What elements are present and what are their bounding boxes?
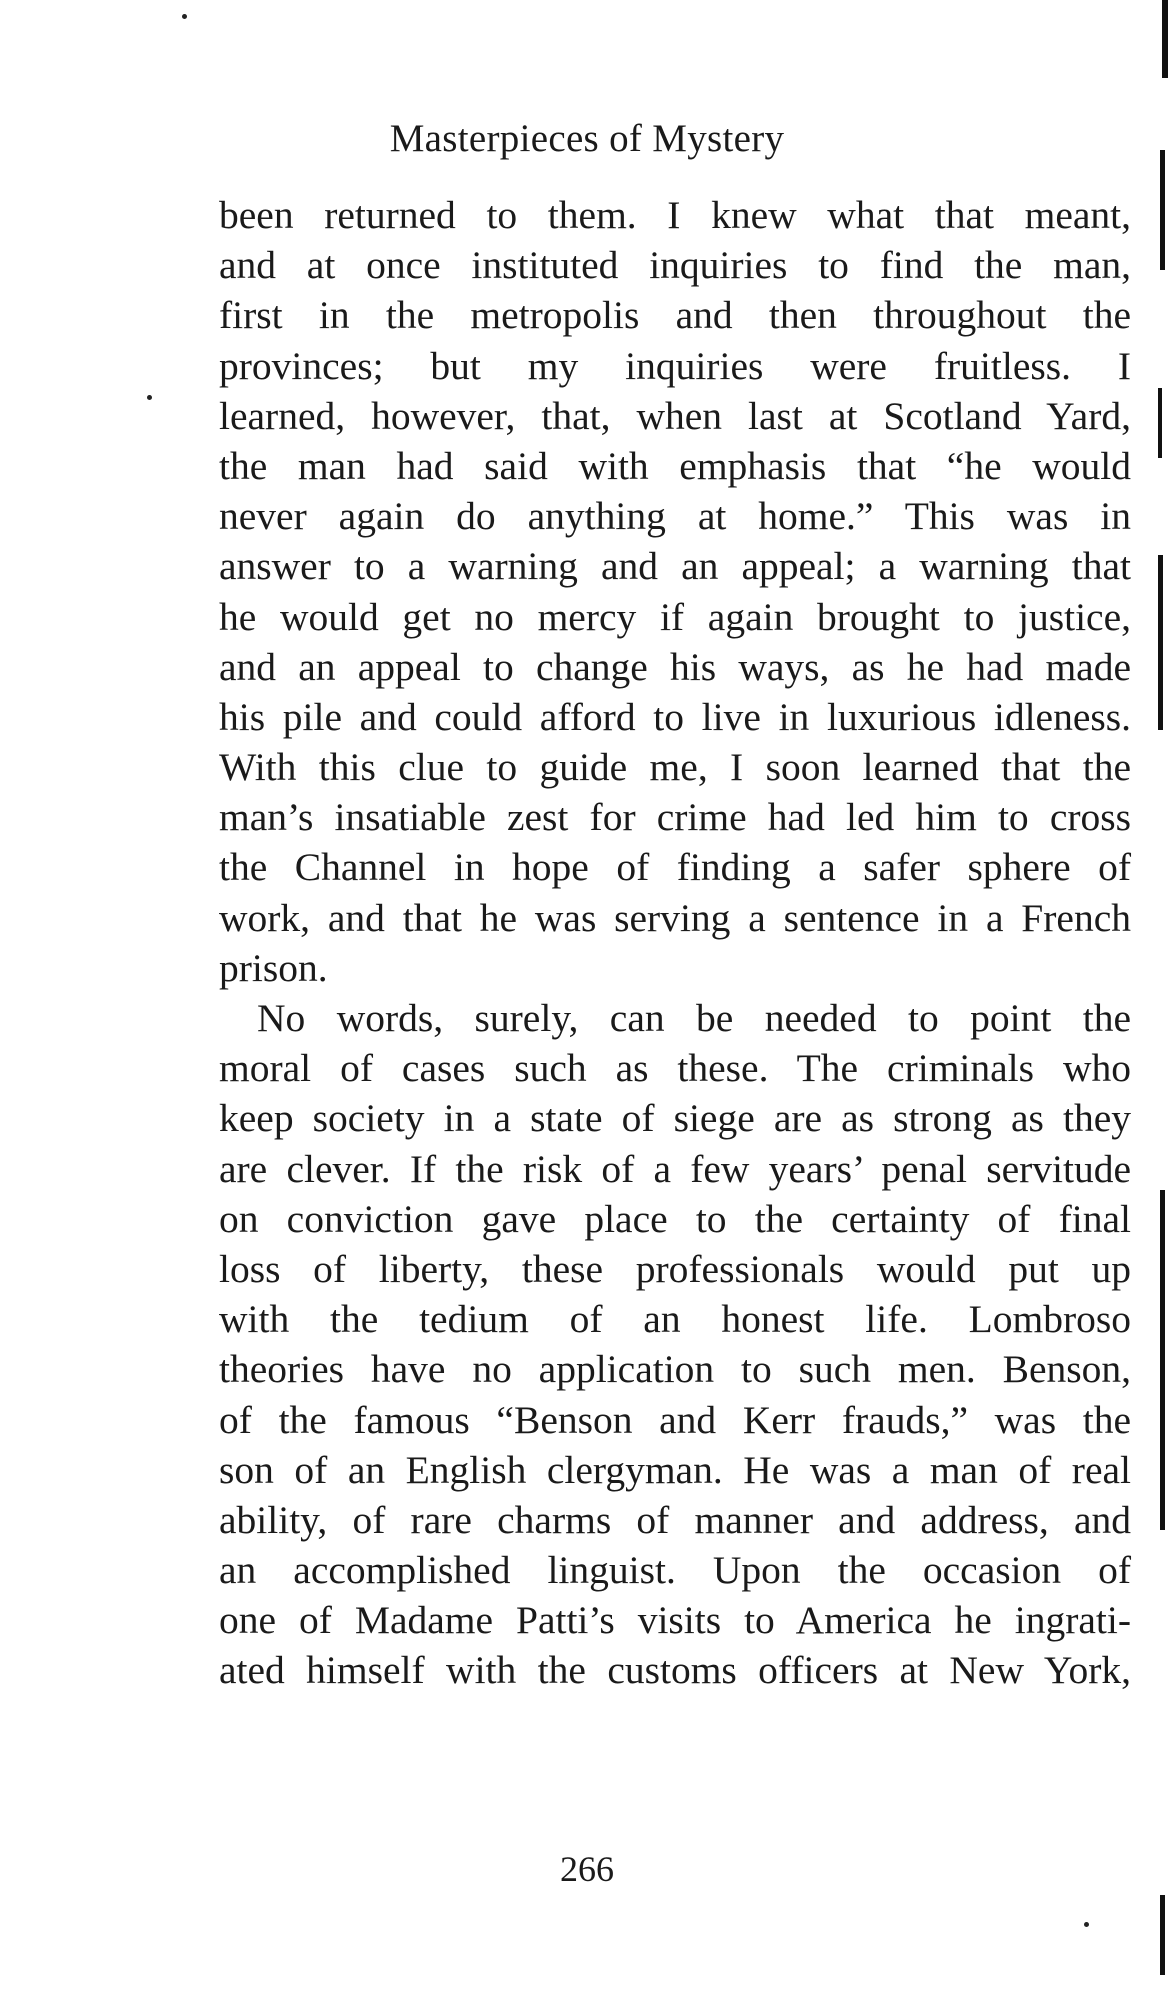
scan-artifact-mark [1158,555,1163,730]
text-line: work, and that he was serving a sentence in a French [219,895,1131,940]
scan-artifact-mark [1162,0,1168,78]
text-line: on conviction gave place to the certainty of final [219,1196,1131,1241]
text-line: the Channel in hope of finding a safer sphere of [219,845,1131,890]
text-line: ability, of rare charms of manner and address, and [219,1497,1131,1542]
text-line: never again do anything at home.” This was in [219,494,1131,539]
text-line: With this clue to guide me, I soon learned that the [219,745,1131,790]
scan-artifact-dot [147,395,152,400]
text-line: with the tedium of an honest life. Lombroso [219,1297,1131,1342]
scan-artifact-dot [182,14,187,19]
text-line: and an appeal to change his ways, as he had made [219,644,1131,689]
text-line: are clever. If the risk of a few years’ penal servitude [219,1146,1131,1191]
text-line: provinces; but my inquiries were fruitless. I [219,343,1131,388]
text-line: he would get no mercy if again brought to justice, [219,594,1131,639]
text-line: loss of liberty, these professionals would put up [219,1246,1131,1291]
scan-artifact-dot [1084,1922,1089,1927]
text-line: answer to a warning and an appeal; a warning that [219,544,1131,589]
body-text [219,190,1131,1696]
paragraph-2 [219,993,1131,1696]
text-line: one of Madame Patti’s visits to America he ingrati- [219,1598,1131,1643]
running-head: Masterpieces of Mystery [389,117,785,160]
scan-artifact-mark [1160,150,1165,270]
text-line: keep society in a state of siege are as strong as they [219,1096,1131,1141]
text-line: of the famous “Benson and Kerr frauds,” was the [219,1397,1131,1442]
text-line: theories have no application to such men. Benson, [219,1347,1131,1392]
page-number: 266 [560,1849,614,1889]
text-line: prison. [219,945,328,990]
scan-artifact-mark [1160,1190,1165,1530]
text-line: first in the metropolis and then throughout the [219,293,1131,338]
text-line: son of an English clergyman. He was a man of real [219,1447,1131,1492]
text-line: ated himself with the customs officers at New York, [219,1648,1131,1693]
paragraph-1 [219,190,1131,993]
scan-artifact-mark [1158,388,1162,458]
text-line: man’s insatiable zest for crime had led him to cross [219,795,1131,840]
text-line: the man had said with emphasis that “he would [219,443,1131,488]
text-line: moral of cases such as these. The criminals who [219,1046,1131,1091]
scan-artifact-mark [1160,1895,1165,1975]
text-line: his pile and could afford to live in luxurious idleness. [219,694,1131,739]
text-line: learned, however, that, when last at Scotland Yard, [219,393,1131,438]
text-line: and at once instituted inquiries to find the man, [219,243,1131,288]
text-line: an accomplished linguist. Upon the occasion of [219,1548,1131,1593]
text-line: been returned to them. I knew what that meant, [219,193,1131,237]
text-line: No words, surely, can be needed to point the [257,996,1131,1040]
